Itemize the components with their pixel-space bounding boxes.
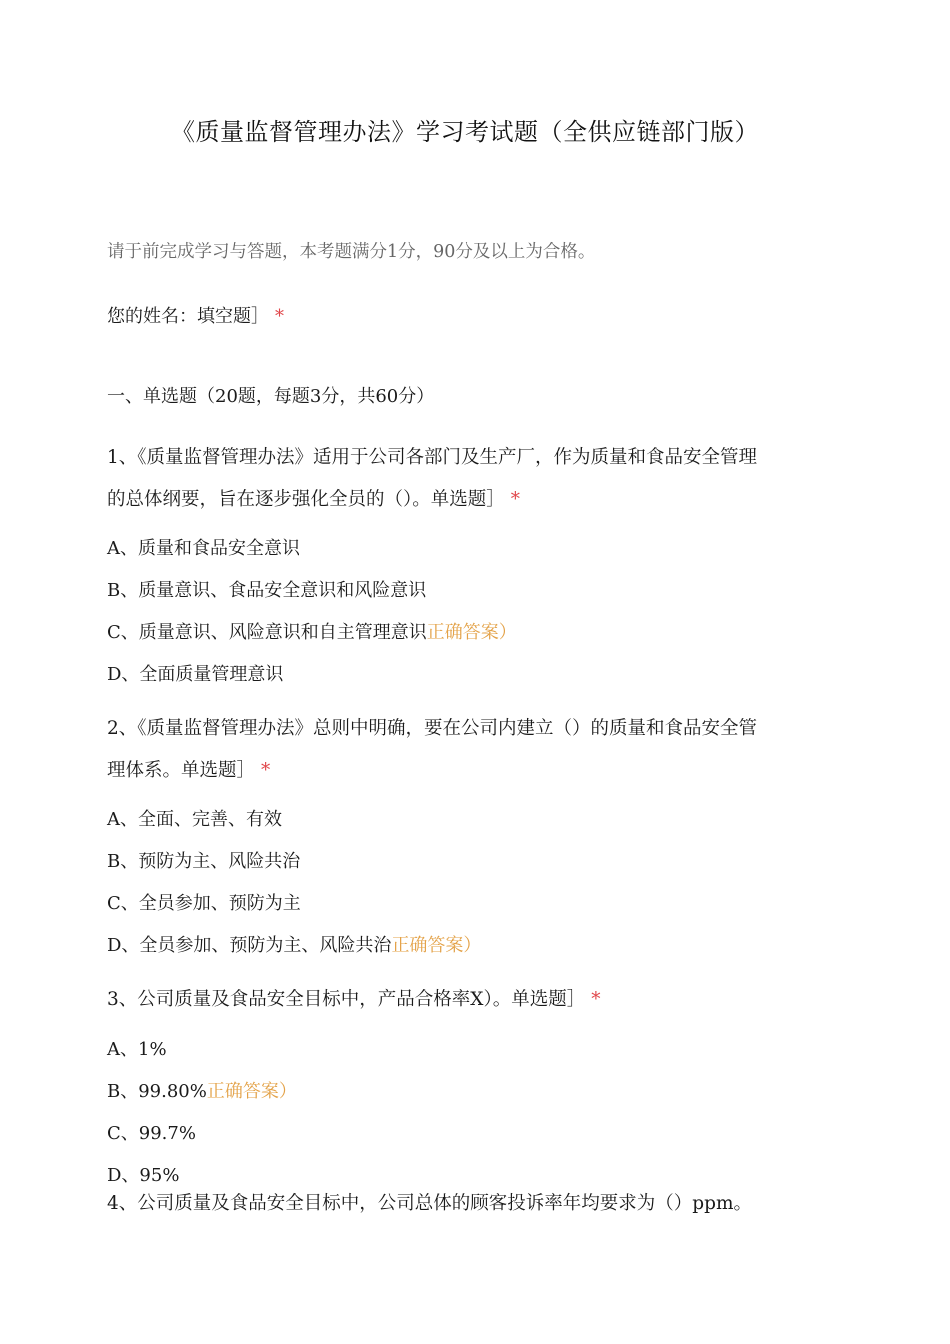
question-2-line-2: 理体系。单选题］ * [107,760,271,781]
question-4-line-1: 4、公司质量及食品安全目标中，公司总体的顾客投诉率年均要求为（）ppm。 [107,1193,753,1214]
name-field[interactable] [107,302,284,328]
required-mark: * [261,760,271,781]
question-3-line-1: 3、公司质量及食品安全目标中，产品合格率X）。单选题］ * [107,989,601,1010]
question-2-option-c[interactable]: C、全员参加、预防为主 [107,893,301,914]
question-1 [107,437,837,521]
question-1-line-2: 的总体纲要，旨在逐步强化全员的（）。单选题］ * [107,489,521,510]
question-1-option-a[interactable]: A、质量和食品安全意识 [107,538,300,559]
question-3-option-b[interactable]: B、99.80%正确答案） [107,1081,297,1102]
question-1-option-d[interactable]: D、全面质量管理意识 [107,664,284,685]
question-4 [107,1183,837,1225]
question-3-option-c[interactable]: C、99.7% [107,1123,196,1144]
page-title: 《质量监督管理办法》学习考试题（全供应链部门版） [171,118,759,146]
required-mark: * [510,489,521,510]
question-2-option-a[interactable]: A、全面、完善、有效 [107,809,282,830]
name-field-label: 您的姓名：填空题］ [107,306,269,327]
question-2-option-d[interactable]: D、全员参加、预防为主、风险共治正确答案） [107,935,482,956]
question-1-line-1: 1、《质量监督管理办法》适用于公司各部门及生产厂，作为质量和食品安全管理 [107,447,758,468]
required-mark: * [275,306,284,327]
correct-answer-label: 正确答案） [426,622,517,643]
question-2 [107,708,837,792]
question-3-option-a[interactable]: A、1% [107,1039,167,1060]
question-3 [107,979,837,1021]
question-2-option-b[interactable]: B、预防为主、风险共治 [107,851,301,872]
question-1-option-b[interactable]: B、质量意识、食品安全意识和风险意识 [107,580,427,601]
question-1-option-c[interactable]: C、质量意识、风险意识和自主管理意识正确答案） [107,622,517,643]
question-3-option-d[interactable]: D、95% [107,1165,180,1186]
required-mark: * [591,989,601,1010]
correct-answer-label: 正确答案） [391,935,482,956]
question-2-line-1: 2、《质量监督管理办法》总则中明确，要在公司内建立（）的质量和食品安全管 [107,718,758,739]
section-heading: 一、单选题（20题，每题3分，共60分） [107,386,435,407]
exam-intro: 请于前完成学习与答题，本考题满分1分，90分及以上为合格。 [107,242,596,262]
correct-answer-label: 正确答案） [206,1081,297,1102]
